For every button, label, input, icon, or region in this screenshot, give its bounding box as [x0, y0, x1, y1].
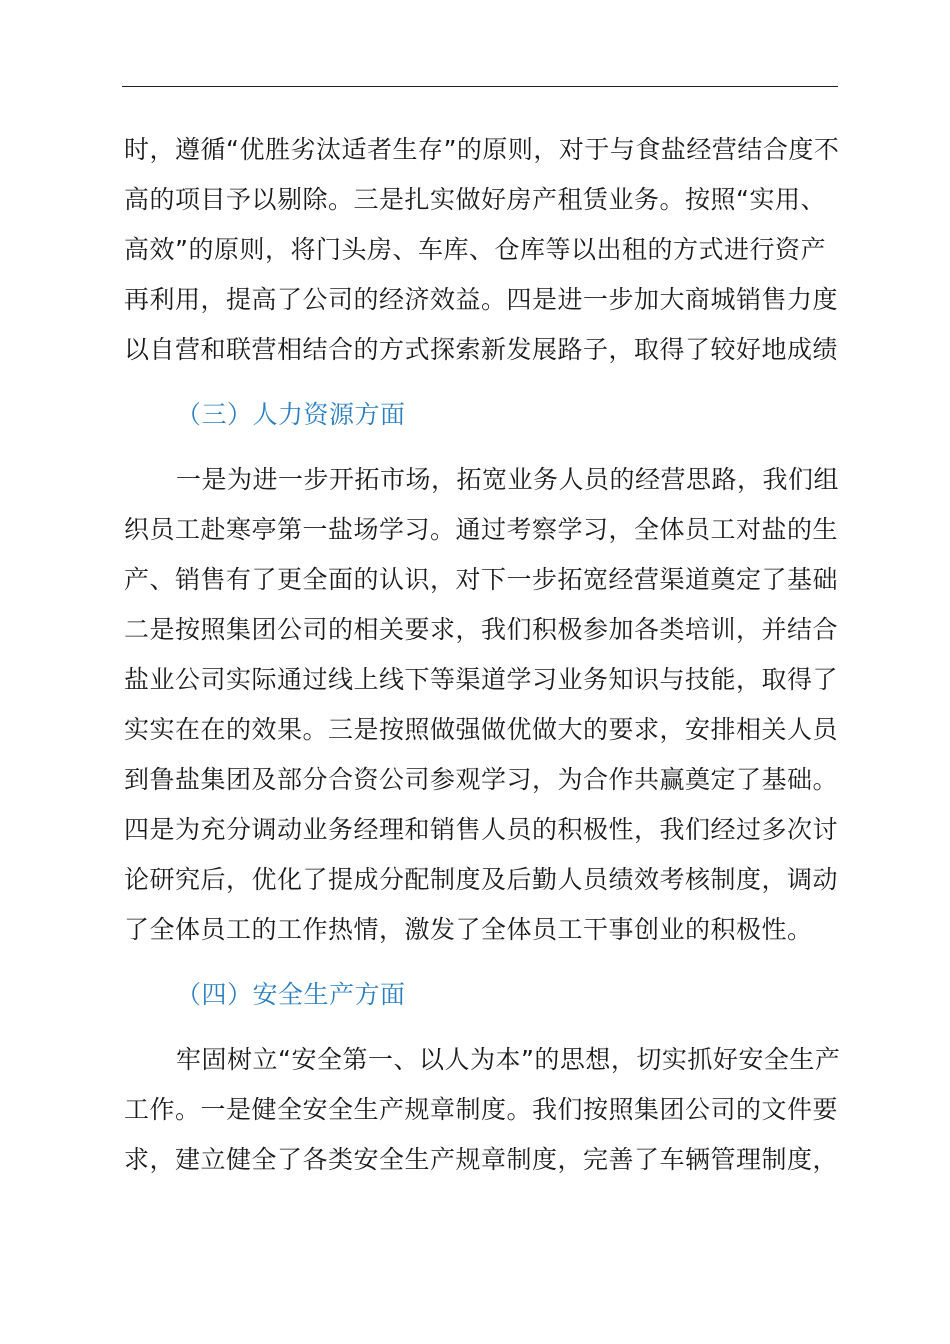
paragraph-2-line-9: 论研究后，优化了提成分配制度及后勤人员绩效考核制度，调动 [124, 865, 839, 894]
paragraph-2-line-1: 一是为进一步开拓市场，拓宽业务人员的经营思路，我们组 [176, 465, 840, 494]
paragraph-2-line-5: 盐业公司实际通过线上线下等渠道学习业务知识与技能，取得了 [124, 665, 839, 694]
paragraph-3-line-3: 求，建立健全了各类安全生产规章制度，完善了车辆管理制度， [124, 1145, 839, 1174]
header-rule [122, 86, 838, 87]
paragraph-2-line-7: 到鲁盐集团及部分合资公司参观学习，为合作共赢奠定了基础。 [124, 765, 839, 794]
paragraph-3-line-2: 工作。一是健全安全生产规章制度。我们按照集团公司的文件要 [124, 1095, 839, 1124]
paragraph-1-line-2: 高的项目予以剔除。三是扎实做好房产租赁业务。按照“实用、 [124, 185, 826, 214]
paragraph-1-line-1: 时，遵循“优胜劣汰适者生存”的原则，对于与食盐经营结合度不 [124, 135, 840, 164]
paragraph-1-line-5: 以自营和联营相结合的方式探索新发展路子，取得了较好地成绩 [124, 335, 839, 364]
paragraph-2-line-10: 了全体员工的工作热情，激发了全体员工干事创业的积极性。 [124, 915, 813, 944]
paragraph-2-line-6: 实实在在的效果。三是按照做强做优做大的要求，安排相关人员 [124, 715, 839, 744]
paragraph-1-line-4: 再利用，提高了公司的经济效益。四是进一步加大商城销售力度 [124, 285, 839, 314]
paragraph-3-line-1: 牢固树立“安全第一、以人为本”的思想，切实抓好安全生产 [176, 1045, 841, 1074]
paragraph-2-line-4: 二是按照集团公司的相关要求，我们积极参加各类培训，并结合 [124, 615, 839, 644]
section-heading-human-resources: （三）人力资源方面 [176, 400, 406, 429]
section-heading-safety-production: （四）安全生产方面 [176, 980, 406, 1009]
paragraph-2-line-8: 四是为充分调动业务经理和销售人员的积极性，我们经过多次讨 [124, 815, 839, 844]
paragraph-1-line-3: 高效”的原则，将门头房、车库、仓库等以出租的方式进行资产 [124, 235, 826, 264]
paragraph-2-line-3: 产、销售有了更全面的认识，对下一步拓宽经营渠道奠定了基础 [124, 565, 839, 594]
paragraph-2-line-2: 织员工赴寒亭第一盐场学习。通过考察学习，全体员工对盐的生 [124, 515, 839, 544]
